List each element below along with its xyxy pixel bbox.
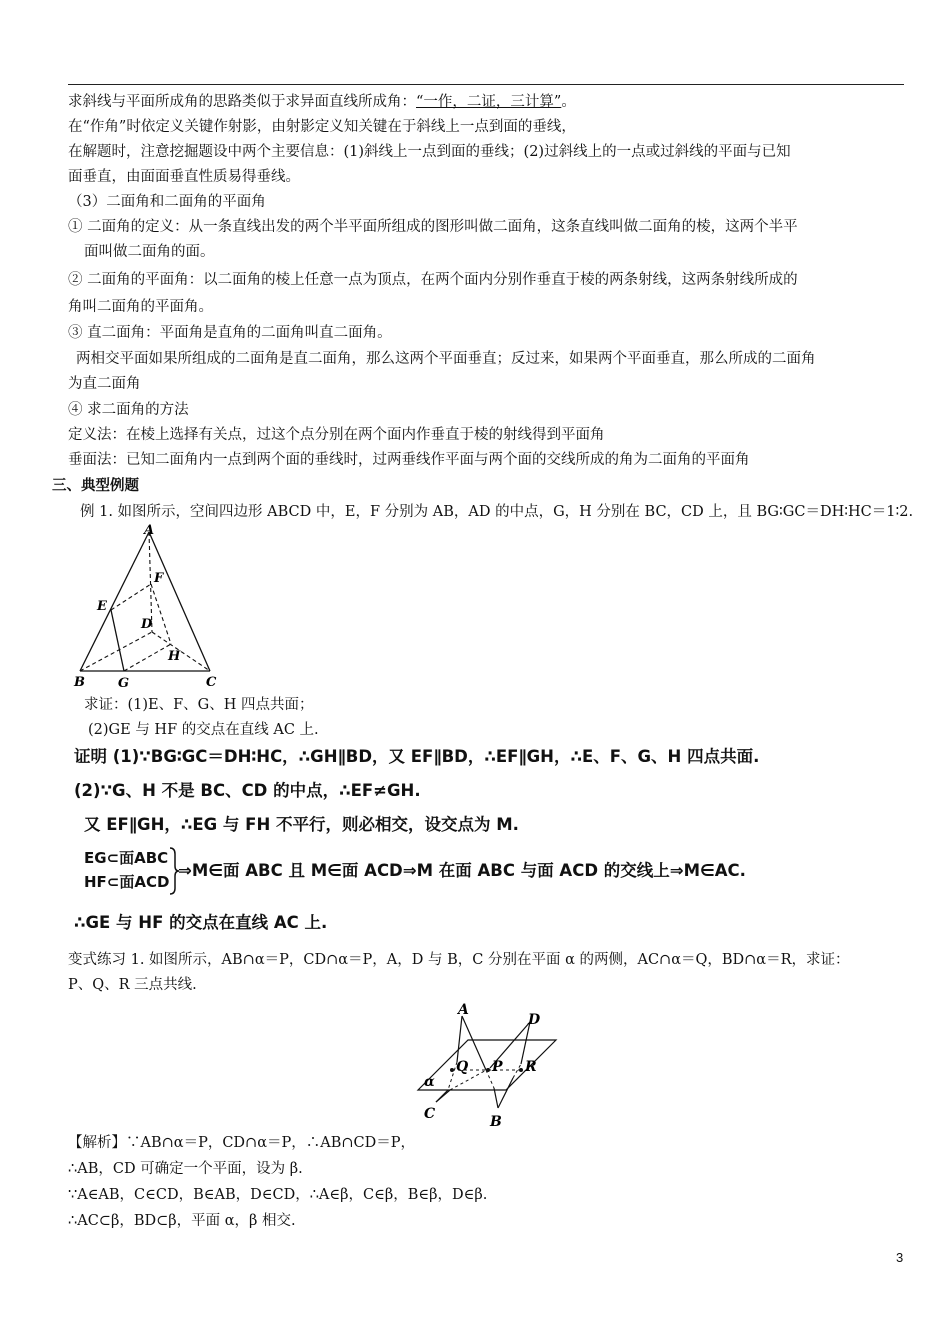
label-e: E xyxy=(97,599,107,614)
page-number: 3 xyxy=(896,1250,904,1265)
solution-line-4: ∴AC⊂β，BD⊂β，平面 α，β 相交. xyxy=(68,1213,296,1229)
label-f: F xyxy=(154,571,164,586)
segment-ab-lower xyxy=(494,1088,498,1108)
para-line-9: 角叫二面角的平面角。 xyxy=(68,299,213,315)
edge-eg xyxy=(111,610,124,671)
label-c: C xyxy=(206,675,217,690)
label-d: D xyxy=(141,617,153,632)
point-r xyxy=(519,1068,523,1072)
para-line-11: 两相交平面如果所组成的二面角是直二面角，那么这两个平面垂直；反过来，如果两个平面垂直，那么所成的二面角 xyxy=(76,351,816,367)
para-line-14: 定义法：在棱上选择有关点，过这个点分别在两个面内作垂直于棱的射线得到平面角 xyxy=(68,427,605,443)
variant-line-2: P、Q、R 三点共线. xyxy=(68,977,197,993)
underlined-phrase: “一作，二证，三计算” xyxy=(416,94,562,110)
brace-bottom: HF⊂面ACD xyxy=(84,873,170,891)
proof-line-3: 又 EF∥GH，∴EG 与 FH 不平行，则必相交，设交点为 M. xyxy=(84,815,519,834)
section-title: 三、典型例题 xyxy=(52,477,139,494)
segment-a-upper xyxy=(457,1016,462,1062)
para-line-7: 面叫做二面角的面。 xyxy=(84,244,215,260)
para-line-2: 在“作角”时依定义关键作射影，由射影定义知关键在于斜线上一点到面的垂线， xyxy=(68,119,576,135)
label-alpha: α xyxy=(424,1074,435,1090)
prove-item-2: (2)GE 与 HF 的交点在直线 AC 上. xyxy=(88,722,319,738)
label-h: H xyxy=(168,649,181,664)
point-p xyxy=(486,1068,490,1072)
para-line-8: ② 二面角的平面角：以二面角的棱上任意一点为顶点，在两个面内分别作垂直于棱的两条射线，这两条射线所成的 xyxy=(68,272,798,288)
label-a2: A xyxy=(458,1002,469,1018)
para-line-15: 垂面法：已知二面角内一点到两个面的垂线时，过两垂线作平面与两个面的交线所成的角为二面角的平面角 xyxy=(68,452,750,468)
variant-line-1: 变式练习 1. 如图所示，AB∩α＝P，CD∩α＝P，A，D 与 B，C 分别在平面 α 的两侧，AC∩α＝Q，BD∩α＝R，求证： xyxy=(68,952,850,968)
segment-cd-lower xyxy=(436,1090,450,1102)
example1-statement: 例 1. 如图所示，空间四边形 ABCD 中，E，F 分别为 AB，AD 的中点，G，H 分别在 BC，CD 上，且 BG∶GC＝DH∶HC＝1∶2. xyxy=(80,504,914,520)
label-b2: B xyxy=(490,1114,502,1130)
segment-bd-upper xyxy=(521,1022,530,1064)
point-q xyxy=(450,1068,454,1072)
para-line-13: ④ 求二面角的方法 xyxy=(68,402,189,418)
para-line-10: ③ 直二面角：平面角是直角的二面角叫直二面角。 xyxy=(68,325,392,341)
para-line-5: （3）二面角和二面角的平面角 xyxy=(68,194,266,210)
brace-result: ⇒M∈面 ABC 且 M∈面 ACD⇒M 在面 ABC 与面 ACD 的交线上⇒M∈AC. xyxy=(178,861,746,880)
label-g: G xyxy=(118,676,130,691)
label-r: R xyxy=(525,1059,537,1075)
header-rule xyxy=(68,84,904,85)
proof-line-1: 证明 (1)∵BG∶GC＝DH∶HC，∴GH∥BD，又 EF∥BD，∴EF∥GH，∴E、F、G、H 四点共面. xyxy=(74,747,760,766)
proof-conclusion: ∴GE 与 HF 的交点在直线 AC 上. xyxy=(74,913,328,932)
tetrahedron-figure xyxy=(70,522,230,692)
edge-gh xyxy=(124,644,171,671)
para-line-3: 在解题时，注意挖掘题设中两个主要信息：(1)斜线上一点到面的垂线；(2)过斜线上的一点或过斜线的平面与已知 xyxy=(68,144,791,160)
label-b: B xyxy=(74,675,85,690)
brace-block xyxy=(84,846,169,894)
label-p: P xyxy=(492,1059,503,1075)
solution-line-3: ∵A∈AB，C∈CD，B∈AB，D∈CD，∴A∈β，C∈β，B∈β，D∈β. xyxy=(68,1187,488,1203)
edge-ab xyxy=(80,532,149,671)
segment-bd-lower xyxy=(498,1078,513,1108)
label-c2: C xyxy=(424,1106,436,1122)
para-line-4: 面垂直，由面面垂直性质易得垂线。 xyxy=(68,169,300,185)
brace-top: EG⊂面ABC xyxy=(84,849,169,867)
para-line-1: 求斜线与平面所成角的思路类似于求异面直线所成角：“一作，二证，三计算”。 xyxy=(68,94,576,110)
proof-line-2: (2)∵G、H 不是 BC、CD 的中点，∴EF≠GH. xyxy=(74,781,421,800)
solution-line-2: ∴AB，CD 可确定一个平面，设为 β. xyxy=(68,1161,303,1177)
label-q: Q xyxy=(456,1059,469,1075)
para-line-12: 为直二面角 xyxy=(68,376,141,392)
edge-fh xyxy=(151,584,171,644)
edge-bd xyxy=(80,632,152,671)
solution-line-1: 【解析】∵AB∩α＝P，CD∩α＝P，∴AB∩CD＝P， xyxy=(68,1135,415,1151)
prove-item-1: 求证：(1)E、F、G、H 四点共面； xyxy=(84,697,314,713)
plane-figure xyxy=(410,998,570,1133)
label-a: A xyxy=(144,523,155,538)
label-d2: D xyxy=(528,1012,541,1028)
para-line-6: ① 二面角的定义：从一条直线出发的两个半平面所组成的图形叫做二面角，这条直线叫做二面角的棱，这两个半平 xyxy=(68,219,798,235)
